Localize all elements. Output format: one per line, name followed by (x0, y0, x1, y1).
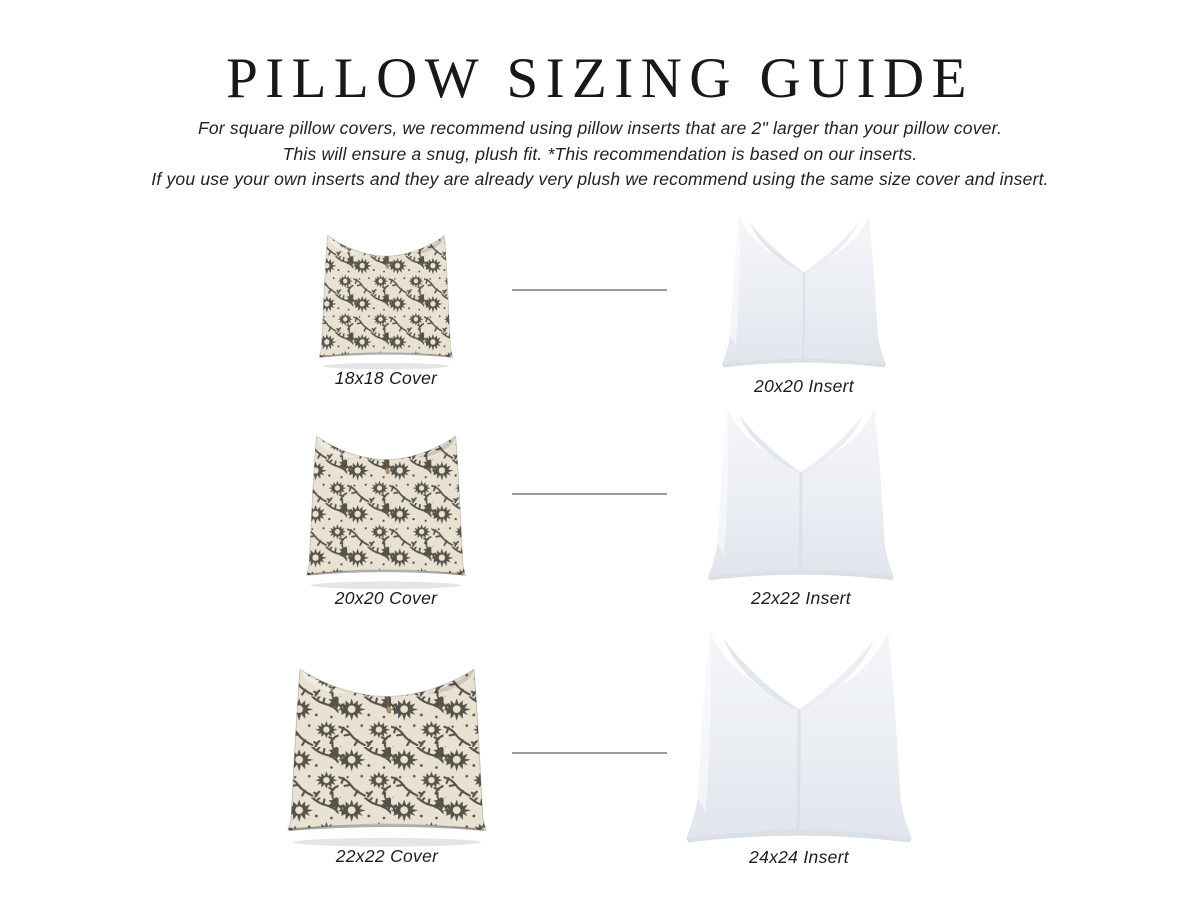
subtitle-line-3: If you use your own inserts and they are already very plush we recommend using the same size cover and insert. (151, 169, 1049, 189)
cover-pillow-18x18-image (318, 218, 454, 372)
cover-label: 22x22 Cover (335, 846, 439, 866)
connector-line (512, 493, 667, 495)
subtitle-line-2: This will ensure a snug, plush fit. *This recommendation is based on our inserts. (282, 143, 918, 164)
cover-label: 20x20 Cover (334, 588, 438, 608)
insert-label: 24x24 Insert (749, 847, 849, 867)
insert-pillow-24x24-image (685, 616, 913, 846)
insert-pillow-22x22-image (707, 396, 895, 583)
connector-line (512, 752, 667, 754)
insert-label: 22x22 Insert (751, 588, 851, 608)
subtitle (0, 116, 1200, 193)
insert-pillow-20x20-image (721, 205, 887, 370)
connector-line (512, 289, 667, 291)
insert-label: 20x20 Insert (754, 376, 854, 396)
cover-pillow-22x22-image (286, 646, 488, 850)
page-title: PILLOW SIZING GUIDE (226, 47, 974, 110)
cover-label: 18x18 Cover (334, 368, 438, 388)
cover-pillow-20x20-image (305, 416, 467, 592)
subtitle-line-1: For square pillow covers, we recommend using pillow inserts that are 2" larger than your pillow cover. (197, 118, 1003, 138)
